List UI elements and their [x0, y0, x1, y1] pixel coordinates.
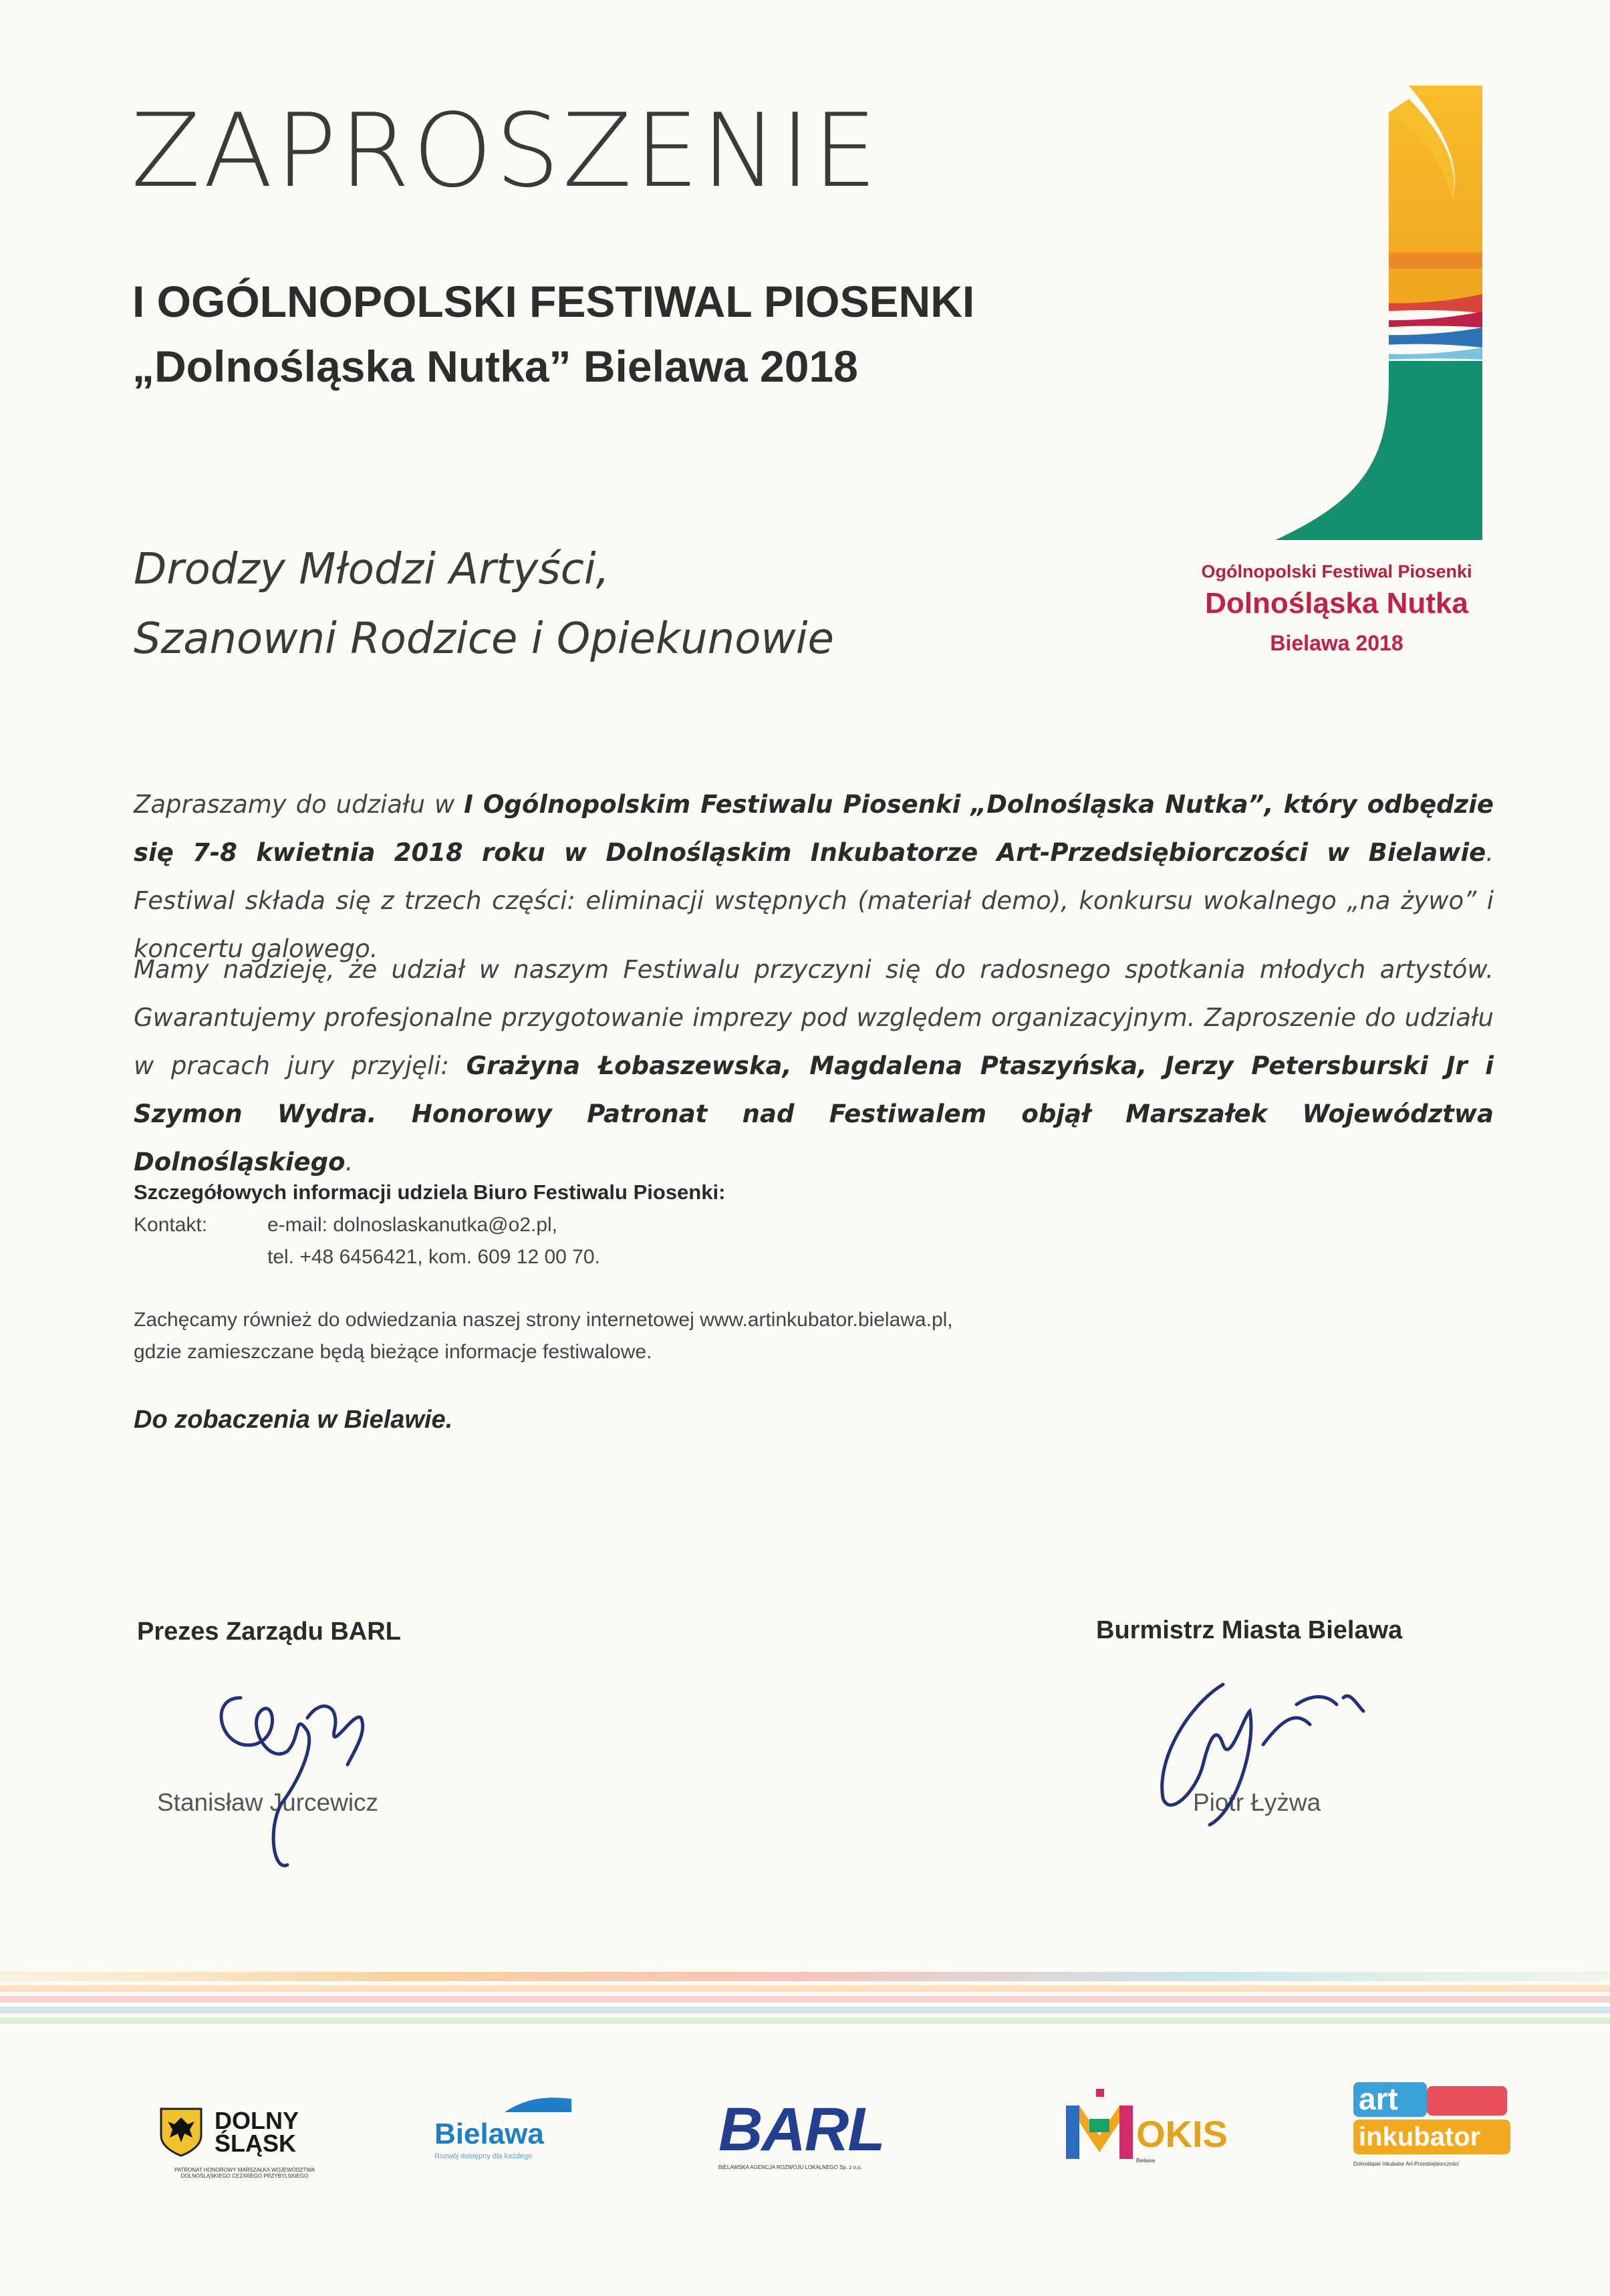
bielawa-caption: Rozwój dostępny dla każdego: [434, 2152, 533, 2160]
p1-text-b: I Ogólnopolskim Festiwalu Piosenki „Dolnośląska Nutka”, który odbędzie się 7-8 kwietnia 2018 roku w Dolnośląskim Inkubatorze Art-Przedsiębiorczości w Bielawie: [134, 790, 1494, 867]
mokis-text: OKIS: [1136, 2113, 1228, 2155]
left-signature-mark: [200, 1671, 401, 1878]
barl-text: BARL: [718, 2095, 884, 2164]
greeting-line2: Szanowni Rodzice i Opiekunowie: [134, 614, 834, 664]
mokis-m-icon: [1063, 2085, 1136, 2166]
left-signature-title: Prezes Zarządu BARL: [137, 1618, 401, 1646]
slask-text: ŚLĄSK: [215, 2130, 297, 2157]
contact-email[interactable]: e-mail: dolnoslaskanutka@o2.pl,: [267, 1214, 558, 1236]
p1-text-c: . Festiwal składa się z trzech części: eliminacji wstępnych (materiał demo), konkursu wokalnego „na żywo” i koncertu galowego.: [134, 838, 1494, 963]
left-signature-name: Stanisław Jurcewicz: [157, 1789, 379, 1816]
dolny-slask-logo: [158, 2106, 331, 2179]
greeting-line1: Drodzy Młodzi Artyści,: [134, 545, 610, 594]
page-title: ZAPROSZENIE: [131, 92, 880, 210]
art-inkubator-caption: Dolnośląski Inkubator Art-Przedsiębiorczości: [1353, 2161, 1459, 2167]
mokis-caption: Bielawa: [1136, 2158, 1156, 2164]
info-title: Szczegółowych informacji udziela Biuro Festiwalu Piosenki:: [134, 1180, 726, 1204]
right-signature-name: Piotr Łyżwa: [1193, 1789, 1321, 1816]
festival-title-line2: „Dolnośląska Nutka” Bielawa 2018: [132, 342, 858, 391]
dolny-text: DOLNY: [215, 2107, 299, 2134]
p2-text-c: .: [345, 1148, 354, 1176]
barl-caption: BIELAWSKA AGENCJA ROZWOJU LOKALNEGO Sp. z o.o.: [718, 2164, 862, 2170]
inkubator-text: inkubator: [1359, 2122, 1481, 2152]
wave-icon: [431, 2092, 578, 2119]
bielawa-logo: [431, 2092, 578, 2166]
eagle-shield-icon: [158, 2106, 205, 2158]
art-inkubator-logo: [1353, 2082, 1514, 2176]
website-info-line1[interactable]: Zachęcamy również do odwiedzania naszej strony internetowej www.artinkubator.bielawa.pl,: [134, 1309, 953, 1331]
logo-caption-3: Bielawa 2018: [1270, 631, 1403, 655]
right-signature-mark: [1123, 1664, 1390, 1831]
website-info-line2: gdzie zamieszczane będą bieżące informacje festiwalowe.: [134, 1341, 652, 1363]
mokis-logo: [1063, 2085, 1283, 2172]
art-text: art: [1359, 2081, 1398, 2116]
paragraph-2: [134, 946, 1494, 1186]
decorative-band: [0, 1965, 1610, 2039]
contact-phone: tel. +48 6456421, kom. 609 12 00 70.: [267, 1246, 600, 1268]
festival-logo: [1188, 86, 1482, 540]
p2-text-a: Mamy nadzieję, że udział w naszym Festiwalu przyczyni się do radosnego spotkania młodych artystów. Gwarantujemy profesjonalne przygotowanie imprezy pod względem organizacyjnym. Zaproszenie do udziału w pracach jury przyjęli:: [134, 955, 1494, 1080]
right-signature-title: Burmistrz Miasta Bielawa: [1096, 1616, 1403, 1644]
contact-label: Kontakt:: [134, 1214, 208, 1236]
paragraph-1: [134, 781, 1494, 973]
bielawa-text: Bielawa: [434, 2118, 544, 2150]
farewell-text: Do zobaczenia w Bielawie.: [134, 1406, 453, 1434]
logo-caption-1: Ogólnopolski Festiwal Piosenki: [1201, 561, 1472, 582]
festival-title-line1: I OGÓLNOPOLSKI FESTIWAL PIOSENKI: [132, 277, 975, 326]
dolny-slask-caption: PATRONAT HONOROWY MARSZAŁKA WOJEWÓDZTWA DOLNOŚLĄSKIEGO CEZAREGO PRZYBYLSKIEGO: [174, 2167, 315, 2179]
barl-logo: [718, 2095, 939, 2172]
logo-caption-2: Dolnośląska Nutka: [1205, 587, 1468, 620]
p2-text-b: Grażyna Łobaszewska, Magdalena Ptaszyńska, Jerzy Petersburski Jr i Szymon Wydra. Honorowy Patronat nad Festiwalem objął Marszałek Województwa Dolnośląskiego: [134, 1051, 1494, 1176]
p1-text-a: Zapraszamy do udziału w: [134, 790, 464, 819]
